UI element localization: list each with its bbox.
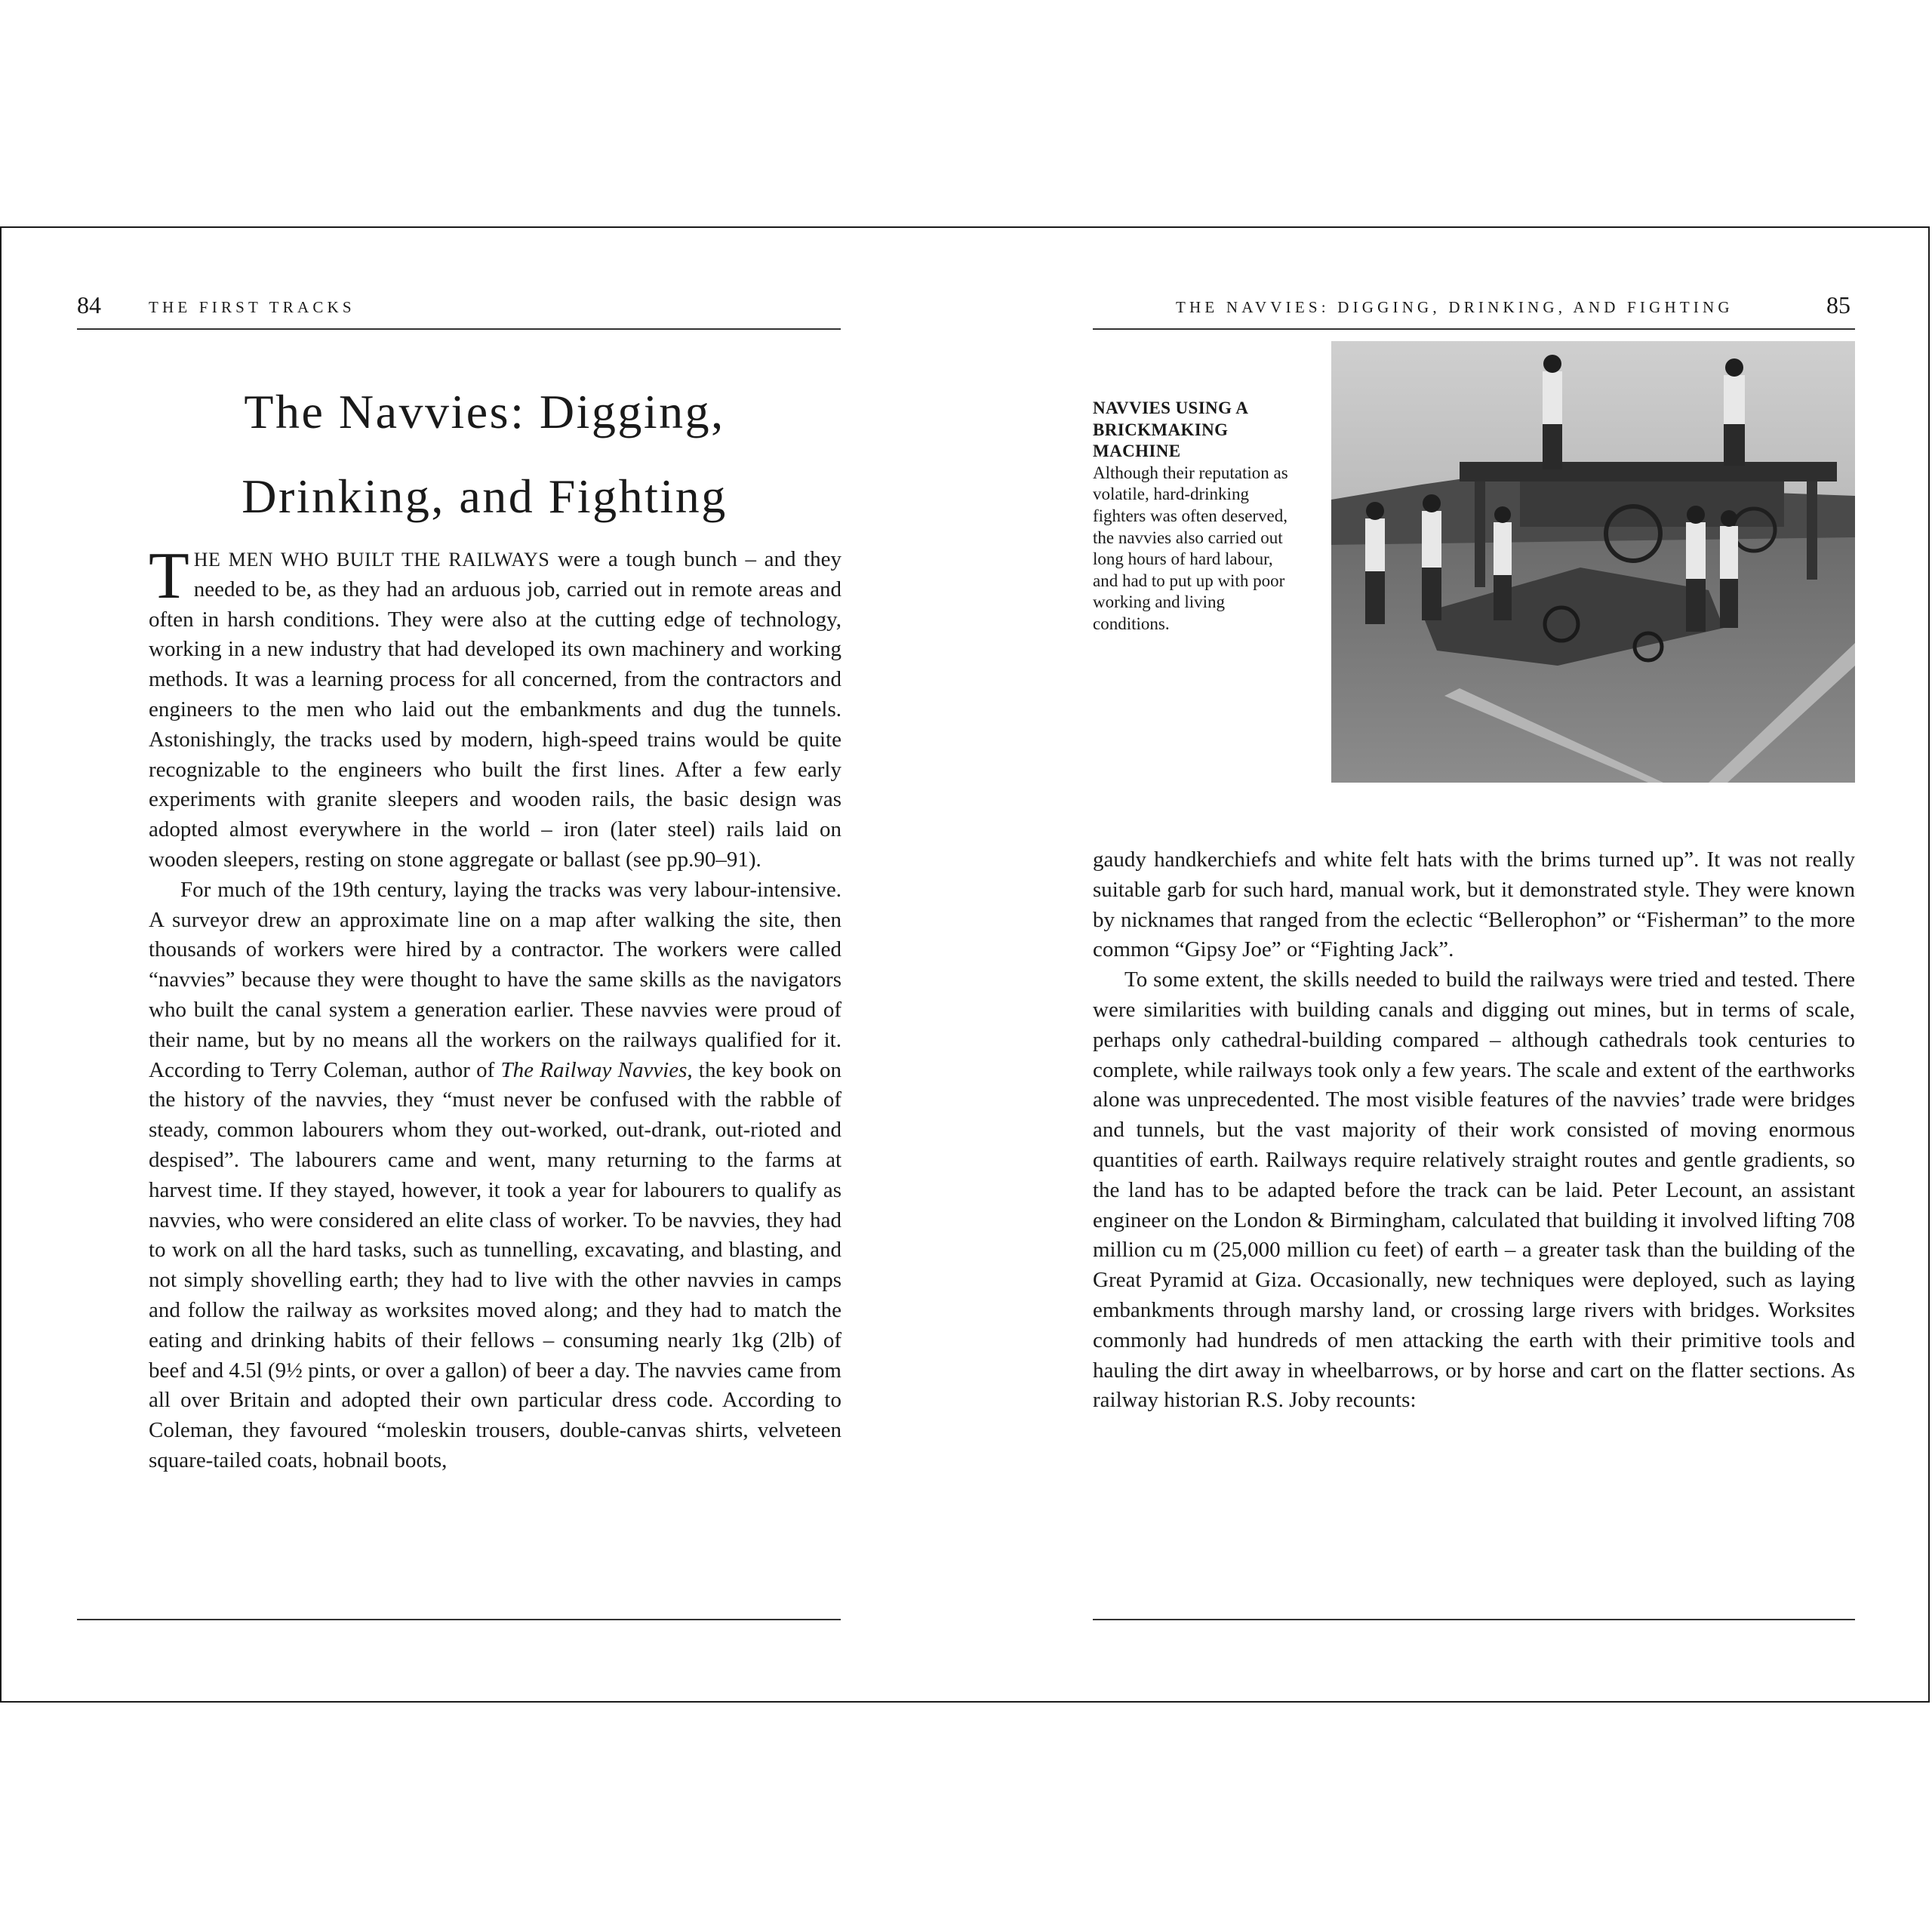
page-number-left: 84: [77, 291, 101, 318]
paragraph-text: were a tough bunch – and they needed to be, as they had an arduous job, carried out in remote areas and often in harsh conditions. They were also at the cutting edge of technology, working in a new industry that had developed its own machinery and working methods. It was a learning process for all concerned, from the contractors and engineers to the men who laid out the embankments and dug the tunnels. Astonishingly, the tracks used by modern, high-speed trains would be quite recognizable to the engineers who built the first lines. After a few early experiments with granite sleepers and wooden rails, the basic design was adopted almost everywhere in the world – iron (later steel) rails laid on wooden sleepers, resting on stone aggregate or ballast (see pp.90–91).: [149, 547, 841, 872]
left-body-text: [149, 540, 841, 1476]
left-page: [2, 228, 966, 1701]
footer-rule-right: [1093, 1619, 1855, 1620]
paragraph: To some extent, the skills needed to build the railways were tried and tested. There were similarities with building canals and digging out mines, but in terms of scale, perhaps only cathedral-building compared – although cathedrals took centuries to complete, while railways took only a few years. The scale and extent of the earthworks alone was unprecedented. The most visible features of the navvies’ trade were bridges and tunnels, but the vast majority of their work consisted of moving enormous quantities of earth. Railways require relatively straight routes and gentle gradients, so the land has to be adapted before the track can be laid. Peter Lecount, an assistant engineer on the London & Birmingham, calculated that building it involved lifting 708 million cu m (25,000 million cu feet) of earth – a greater task than the building of the Great Pyramid at Giza. Occasionally, new techniques were deployed, such as laying embankments through marshy land, or crossing large rivers with bridges. Worksites commonly had hundreds of men attacking the earth with their primitive tools and hauling the dirt away in wheelbarrows, or by horse and cart on the flatter sections. As railway historian R.S. Joby recounts:: [1093, 968, 1855, 1413]
header-rule-left: [77, 328, 841, 330]
caption-heading: NAVVIES USING A BRICKMAKING MACHINE: [1093, 398, 1247, 461]
drop-cap: T: [149, 540, 189, 613]
running-head-right: THE NAVVIES: DIGGING, DRINKING, AND FIGHTING: [1176, 298, 1734, 316]
paragraph: [149, 875, 841, 1476]
book-spread: [0, 226, 1930, 1703]
page-number-right: 85: [1826, 291, 1850, 318]
paragraph-text: For much of the 19th century, laying the tracks was very labour-intensive. A surveyor drew an approximate line on a map after walking the site, then thousands of workers were hired by a contractor. The workers were called “navvies” because they were thought to have the same skills as the navigators who built the canal system a generation earlier. These navvies were proud of their name, but by no means all the workers on the railways qualified for it. According to Terry Coleman, author of: [149, 877, 841, 1082]
title-line-2: Drinking, and Fighting: [242, 469, 728, 523]
book-title: The Railway Navvies: [500, 1057, 688, 1082]
chapter-title: [145, 370, 824, 539]
footer-rule-left: [77, 1619, 841, 1620]
paragraph: gaudy handkerchiefs and white felt hats with the brims turned up”. It was not really suitable garb for such hard, manual work, but it demonstrated style. They were known by nicknames that ranged from the eclectic “Bellerophon” or “Fisherman” to the more common “Gipsy Joe” or “Fighting Jack”.: [1093, 848, 1855, 962]
lead-in: HE MEN WHO BUILT THE RAILWAYS: [193, 549, 550, 571]
right-body-text: [1093, 845, 1855, 1416]
paragraph: [149, 540, 841, 875]
caption-text: Although their reputation as volatile, hard-drinking fighters was often deserved, the navvies also carried out long hours of hard labour, and had to put up with poor working and living conditions.: [1093, 463, 1288, 633]
photo-illustration: [1331, 341, 1855, 783]
paragraph-text: , the key book on the history of the navvies, they “must never be confused with the rabble of steady, common labourers whom they out-worked, out-drank, out-rioted and despised”. The labourers came and went, many returning to the farms at harvest time. If they stayed, however, it took a year for labourers to qualify as navvies, who were considered an elite class of worker. To be navvies, they had to work on all the hard tasks, such as tunnelling, excavating, and blasting, and not simply shovelling earth; they had to live with the other navvies in camps and follow the railway as worksites moved along; and they had to match the eating and drinking habits of their fellows – consuming nearly 1kg (2lb) of beef and 4.5l (9½ pints, or over a gallon) of beer a day. The navvies came from all over Britain and adopted their own particular dress code. According to Coleman, they favoured “moleskin trousers, double-canvas shirts, velveteen square-tailed coats, hobnail boots,: [149, 1057, 841, 1472]
photo-caption: [1093, 398, 1289, 635]
title-line-1: The Navvies: Digging,: [244, 385, 725, 438]
running-head-left: THE FIRST TRACKS: [149, 298, 355, 316]
navvies-photograph: [1331, 341, 1855, 783]
header-rule-right: [1093, 328, 1855, 330]
right-page: [966, 228, 1930, 1701]
